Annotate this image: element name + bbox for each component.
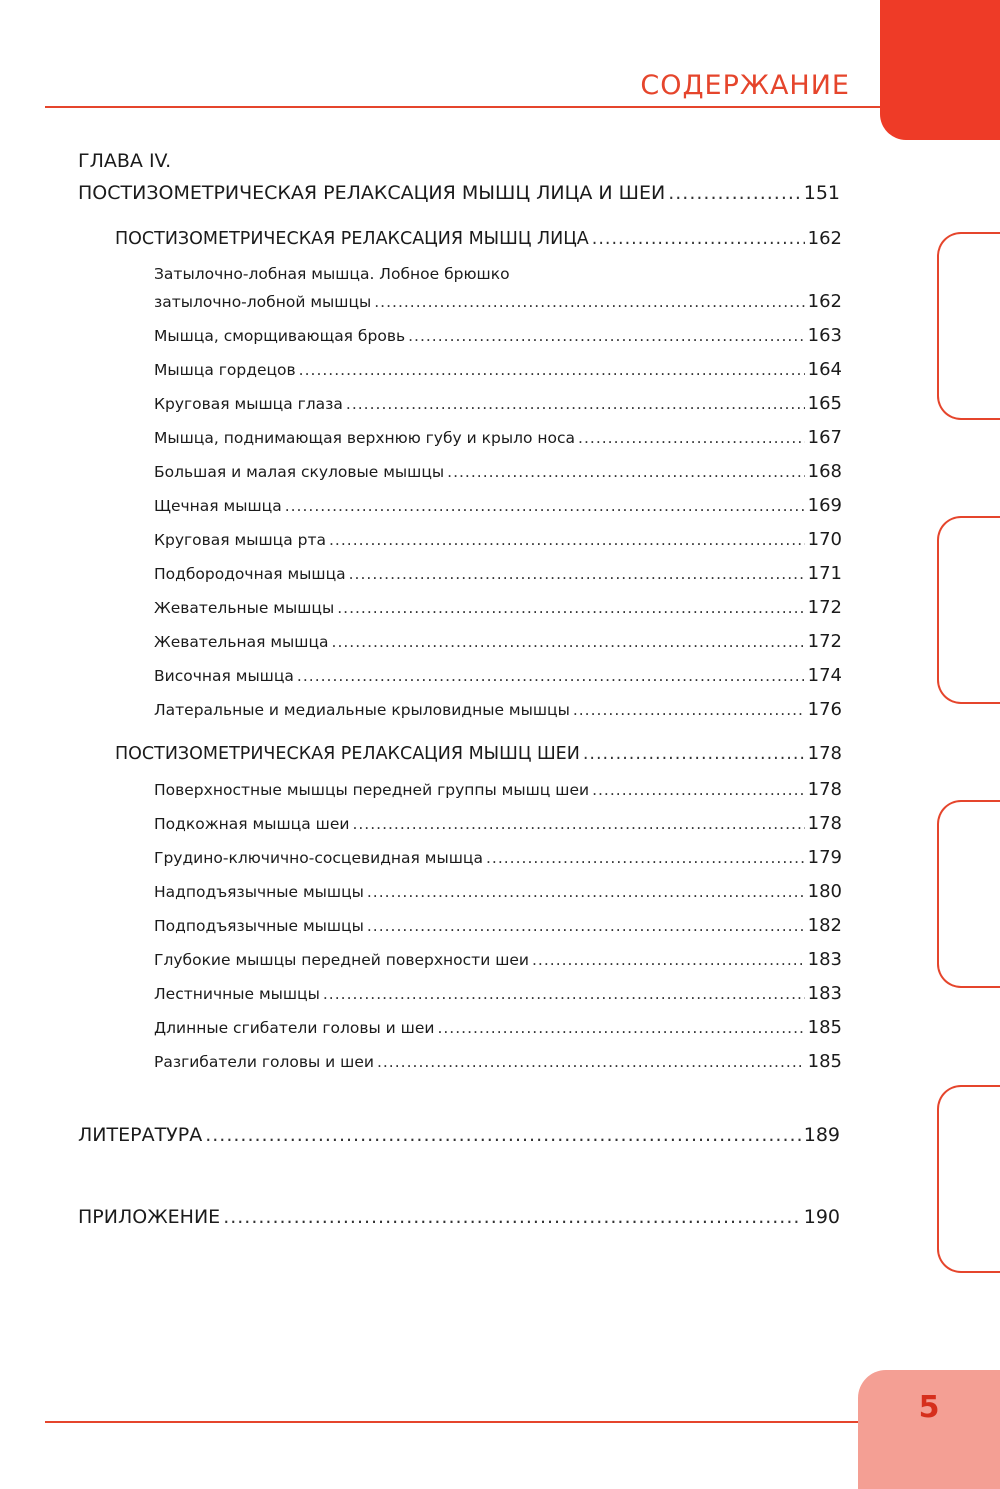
dot-leader (332, 633, 805, 651)
toc-entry-title: Латеральные и медиальные крыловидные мышцы (154, 701, 570, 719)
toc-entry-page: 178 (807, 779, 842, 800)
toc-entry-page: 165 (807, 393, 842, 414)
toc-entry-title: Поверхностные мышцы передней группы мышц шеи (154, 781, 590, 799)
toc-entry-page: 180 (807, 881, 842, 902)
dot-leader (349, 565, 805, 583)
side-tab-1 (937, 232, 1000, 420)
side-tab-4 (937, 1085, 1000, 1273)
toc-entry[interactable] (154, 563, 842, 584)
toc-entry-title: Грудино-ключично-сосцевидная мышца (154, 849, 483, 867)
toc-entry-title: Длинные сгибатели головы и шеи (154, 1019, 435, 1037)
toc-entry-page: 183 (807, 983, 842, 1004)
toc-entry-appendix[interactable] (78, 1206, 840, 1228)
page-number: 5 (918, 1390, 940, 1425)
toc-entry-title: Мышца гордецов (154, 361, 296, 379)
dot-leader (367, 917, 805, 935)
chapter-label: ГЛАВА IV. (78, 150, 172, 172)
toc-entry-page: 162 (807, 291, 842, 312)
toc-entry-title: ПОСТИЗОМЕТРИЧЕСКАЯ РЕЛАКСАЦИЯ МЫШЦ ШЕИ (115, 744, 580, 764)
toc-entry[interactable] (154, 461, 842, 482)
toc-entry[interactable] (154, 597, 842, 618)
dot-leader (578, 429, 805, 447)
toc-entry[interactable] (154, 779, 842, 800)
toc-entry-title: Височная мышца (154, 667, 294, 685)
toc-entry-page: 162 (807, 228, 842, 249)
toc-entry-page: 164 (807, 359, 842, 380)
toc-entry[interactable] (154, 915, 842, 936)
dot-leader (346, 395, 805, 413)
toc-entry-title: Большая и малая скуловые мышцы (154, 463, 445, 481)
toc-entry-title: Глубокие мышцы передней поверхности шеи (154, 951, 529, 969)
toc-entry[interactable] (154, 325, 842, 346)
toc-entry-page: 176 (807, 699, 842, 720)
toc-entry-page: 178 (807, 743, 842, 764)
toc-entry-page: 151 (803, 182, 840, 204)
bottom-divider (45, 1421, 860, 1423)
toc-entry-page: 167 (807, 427, 842, 448)
toc-entry[interactable] (154, 881, 842, 902)
toc-entry[interactable] (154, 291, 842, 312)
dot-leader (337, 599, 804, 617)
toc-entry-page: 170 (807, 529, 842, 550)
toc-entry-page: 190 (803, 1206, 840, 1228)
toc-entry[interactable] (154, 847, 842, 868)
toc-entry-page: 172 (807, 597, 842, 618)
dot-leader (352, 815, 804, 833)
toc-entry-title: ПРИЛОЖЕНИЕ (78, 1206, 221, 1228)
toc-entry-title: Подбородочная мышца (154, 565, 346, 583)
toc-entry-title: Круговая мышца рта (154, 531, 326, 549)
toc-entry[interactable] (154, 665, 842, 686)
toc-entry[interactable] (154, 949, 842, 970)
toc-entry-title: Жевательные мышцы (154, 599, 335, 617)
top-divider (45, 106, 880, 108)
dot-leader (374, 293, 804, 311)
toc-entry-section[interactable] (115, 743, 842, 764)
toc-entry-literature[interactable] (78, 1124, 840, 1146)
dot-leader (532, 951, 805, 969)
toc-entry-title: Разгибатели головы и шеи (154, 1053, 374, 1071)
toc-entry[interactable] (154, 359, 842, 380)
dot-leader (437, 1019, 804, 1037)
toc-entry-chapter[interactable] (78, 182, 840, 204)
dot-leader (408, 327, 805, 345)
toc-entry-title: Щечная мышца (154, 497, 282, 515)
toc-entry-title: Мышца, поднимающая верхнюю губу и крыло носа (154, 429, 576, 447)
toc-entry[interactable] (154, 529, 842, 550)
page-number-tab (858, 1370, 1000, 1489)
toc-entry[interactable] (154, 699, 842, 720)
toc-entry-title-line1: Затылочно-лобная мышца. Лобное брюшко (154, 265, 510, 283)
toc-entry-page: 183 (807, 949, 842, 970)
toc-entry-title: ПОСТИЗОМЕТРИЧЕСКАЯ РЕЛАКСАЦИЯ МЫШЦ ЛИЦА (115, 229, 589, 249)
toc-entry-page: 174 (807, 665, 842, 686)
toc-entry-title: ЛИТЕРАТУРА (78, 1124, 203, 1146)
toc-entry-page: 163 (807, 325, 842, 346)
toc-entry-page: 189 (803, 1124, 840, 1146)
toc-entry[interactable] (154, 427, 842, 448)
page-header-title: СОДЕРЖАНИЕ (640, 70, 850, 101)
toc-entry[interactable] (154, 631, 842, 652)
side-tab-2 (937, 516, 1000, 704)
dot-leader (223, 1206, 801, 1228)
toc-entry-page: 182 (807, 915, 842, 936)
toc-entry-title: затылочно-лобной мышцы (154, 293, 372, 311)
toc-entry-title: Надподъязычные мышцы (154, 883, 364, 901)
dot-leader (323, 985, 805, 1003)
toc-entry-title: Подкожная мышца шеи (154, 815, 350, 833)
toc-entry-title: Круговая мышца глаза (154, 395, 343, 413)
toc-entry-page: 185 (807, 1051, 842, 1072)
toc-entry-page: 179 (807, 847, 842, 868)
toc-entry-section[interactable] (115, 228, 842, 249)
dot-leader (447, 463, 805, 481)
toc-entry[interactable] (154, 813, 842, 834)
dot-leader (573, 701, 805, 719)
side-tab-3 (937, 800, 1000, 988)
dot-leader (299, 361, 805, 379)
toc-entry-page: 178 (807, 813, 842, 834)
toc-entry[interactable] (154, 1051, 842, 1072)
toc-entry-page: 171 (807, 563, 842, 584)
dot-leader (377, 1053, 805, 1071)
toc-entry-title: Лестничные мышцы (154, 985, 320, 1003)
dot-leader (486, 849, 805, 867)
toc-entry[interactable] (154, 393, 842, 414)
toc-entry-title: Жевательная мышца (154, 633, 329, 651)
toc-entry[interactable] (154, 495, 842, 516)
dot-leader (592, 781, 805, 799)
dot-leader (668, 182, 801, 204)
toc-entry-page: 172 (807, 631, 842, 652)
dot-leader (329, 531, 805, 549)
dot-leader (592, 229, 805, 249)
toc-entry-page: 185 (807, 1017, 842, 1038)
dot-leader (205, 1124, 801, 1146)
toc-entry-title: ПОСТИЗОМЕТРИЧЕСКАЯ РЕЛАКСАЦИЯ МЫШЦ ЛИЦА И ШЕИ (78, 182, 666, 204)
dot-leader (367, 883, 805, 901)
toc-entry-page: 168 (807, 461, 842, 482)
dot-leader (285, 497, 805, 515)
toc-entry-title: Подподъязычные мышцы (154, 917, 364, 935)
toc-entry-title: Мышца, сморщивающая бровь (154, 327, 406, 345)
corner-tab (880, 0, 1000, 140)
toc-entry[interactable] (154, 983, 842, 1004)
toc-entry[interactable] (154, 1017, 842, 1038)
dot-leader (297, 667, 805, 685)
dot-leader (583, 744, 805, 764)
toc-entry-page: 169 (807, 495, 842, 516)
